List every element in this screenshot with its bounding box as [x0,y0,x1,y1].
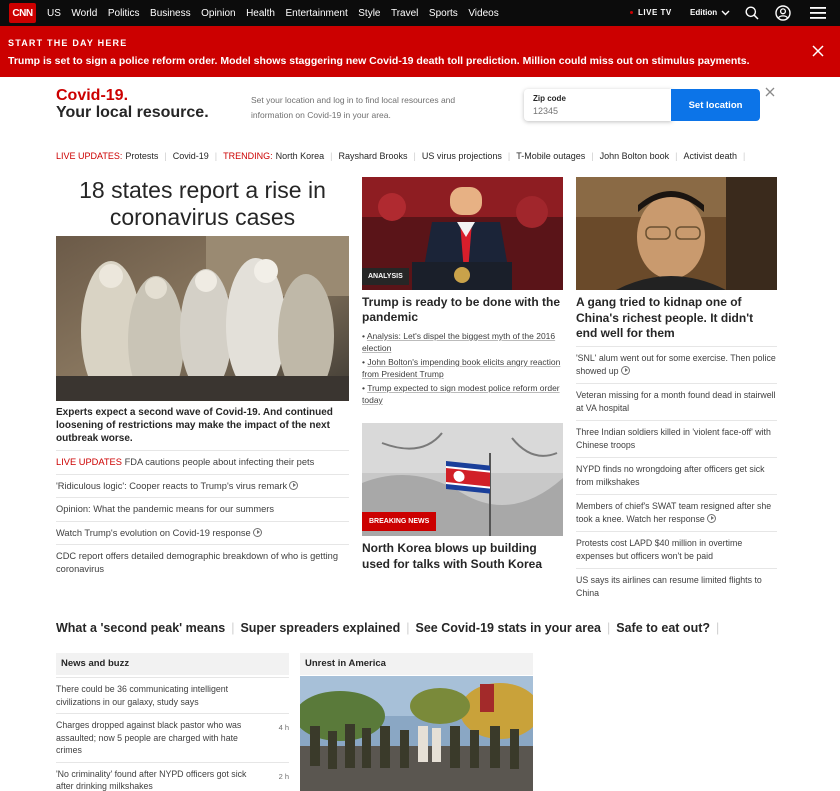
trending-link[interactable]: Activist death [683,151,738,161]
lead-related-list [56,450,349,580]
nav-link-sports[interactable]: Sports [428,7,458,19]
play-video-icon [289,481,298,490]
list-item[interactable] [56,677,289,713]
user-account-icon[interactable] [775,5,791,21]
list-item-text: NYPD finds no wrongdoing after officers get sick from milkshakes [576,464,765,487]
divider: | [164,151,167,161]
side-headline-list [576,346,777,605]
live-tv-link[interactable] [630,8,672,17]
trending-label: TRENDING: [223,151,273,161]
nav-link-politics[interactable]: Politics [107,7,140,19]
search-icon[interactable] [745,6,759,20]
list-item[interactable] [56,450,349,474]
nav-link-videos[interactable]: Videos [468,7,499,19]
list-item[interactable] [56,474,349,498]
list-item[interactable] [56,521,349,545]
covid-description: Set your location and log in to find local resources and information on Covid-19 in your area. [251,95,456,120]
nav-link-health[interactable]: Health [246,7,275,19]
trending-link[interactable]: Rayshard Brooks [338,151,408,161]
covid-title: Covid-19. [56,87,129,104]
live-updates-link[interactable]: Covid-19 [172,151,209,161]
list-item-text: US says its airlines can resume limited flights to China [576,575,762,598]
nav-link-business[interactable]: Business [150,7,191,19]
trending-link[interactable]: John Bolton book [599,151,670,161]
nav-link-entertainment[interactable]: Entertainment [285,7,348,19]
list-item[interactable] [56,544,349,580]
news-and-buzz-list [56,677,289,791]
divider: | [330,151,333,161]
divider: | [607,621,611,635]
bullet-item[interactable]: • Analysis: Let's dispel the biggest myth of the 2016 election [362,331,556,353]
live-updates-tag: LIVE UPDATES [56,457,122,467]
live-updates-link[interactable]: Protests [125,151,159,161]
zip-code-input[interactable] [533,106,663,116]
unrest-protest-photo[interactable] [300,676,533,791]
lead-headline[interactable]: 18 states report a rise in coronavirus cases [79,177,326,230]
banner-kicker: START THE DAY HERE [8,38,128,48]
divider: | [743,151,746,161]
north-korea-headline[interactable]: North Korea blows up building used for talks with South Korea [362,541,543,571]
trending-link[interactable]: North Korea [275,151,325,161]
divider: | [591,151,594,161]
list-item-text: Three Indian soldiers killed in 'violent face-off' with Chinese troops [576,427,771,450]
nav-links [47,0,509,26]
list-item-text: 'SNL' alum went out for some exercise. Then police showed up [576,353,776,376]
divider: | [231,621,235,635]
trending-link[interactable]: US virus projections [421,151,502,161]
topic-link[interactable]: Super spreaders explained [240,621,401,635]
list-item[interactable] [576,568,777,605]
hamburger-menu-icon[interactable] [810,7,826,19]
list-item-text: 'No criminality' found after NYPD officers got sick after drinking milkshakes [56,768,247,791]
trump-headline[interactable]: Trump is ready to be done with the pandemic [362,295,561,324]
list-item[interactable] [56,713,289,762]
divider: | [413,151,416,161]
list-item-text: CDC report offers detailed demographic breakdown of who is getting coronavirus [56,551,338,574]
covid-subtitle: Your local resource. [56,104,209,121]
bullet-text: Trump expected to sign modest police reform order today [362,383,560,405]
chevron-down-icon [721,10,730,16]
topic-link[interactable]: What a 'second peak' means [56,621,226,635]
divider: | [716,621,720,635]
topic-link[interactable]: See Covid-19 stats in your area [415,621,601,635]
edition-label: Edition [690,8,718,17]
china-headline[interactable]: A gang tried to kidnap one of China's richest people. It didn't end well for them [576,295,754,340]
list-item-text: FDA cautions people about infecting their pets [124,457,315,467]
list-item-text: Watch Trump's evolution on Covid-19 response [56,527,251,538]
list-item[interactable] [576,346,777,383]
list-item-text: Veteran missing for a month found dead in stairwell at VA hospital [576,390,776,413]
news-and-buzz-header[interactable]: News and buzz [56,653,289,675]
list-item[interactable] [576,420,777,457]
close-icon[interactable] [812,45,824,57]
trump-bullet-list [362,330,563,408]
close-icon[interactable] [765,87,775,97]
live-tv-label: LIVE TV [638,8,672,17]
set-location-button[interactable]: Set location [671,89,760,121]
zip-code-label: Zip code [533,94,566,103]
timestamp: 4 h [278,723,289,732]
start-the-day-banner[interactable] [0,26,840,77]
list-item-text: Charges dropped against black pastor who was assaulted; now 5 people are charged with hate crimes [56,720,242,755]
list-item-text: There could be 36 communicating intelligent civilizations in our galaxy, study says [56,684,229,707]
lead-caption[interactable]: Experts expect a second wave of Covid-19. And continued loosening of restrictions may make the impact of the next outbreak worse. [56,407,333,444]
topic-link[interactable]: Safe to eat out? [616,621,711,635]
list-item[interactable] [56,497,349,521]
trending-link[interactable]: T-Mobile outages [516,151,586,161]
china-businessman-photo[interactable] [576,177,777,290]
list-item-text: 'Ridiculous logic': Cooper reacts to Trump's virus remark [56,480,288,491]
play-video-icon [253,528,262,537]
play-video-icon [621,366,630,375]
list-item-text: Protests cost LAPD $40 million in overtime expenses but officers won't be paid [576,538,743,561]
divider: | [406,621,410,635]
edition-selector[interactable] [690,8,730,17]
bullet-text: Analysis: Let's dispel the biggest myth of the 2016 election [362,331,556,353]
list-item[interactable] [576,457,777,494]
cnn-logo[interactable]: CNN [9,3,36,23]
list-item-text: Opinion: What the pandemic means for our summers [56,504,275,514]
play-video-icon [707,514,716,523]
banner-headline[interactable]: Trump is set to sign a police reform order. Model shows staggering new Covid-19 death toll prediction. Million could miss out on stimulus payments. [8,55,750,67]
bullet-text: John Bolton's impending book elicits angry reaction from President Trump [362,357,561,379]
live-dot-icon [630,11,633,14]
list-item[interactable] [576,494,777,531]
list-item-text: Members of chief's SWAT team resigned after she took a knee. Watch her response [576,501,772,524]
list-item[interactable] [576,531,777,568]
live-updates-label: LIVE UPDATES: [56,151,123,161]
breaking-news-badge: BREAKING NEWS [362,512,436,531]
nav-link-travel[interactable]: Travel [390,7,419,19]
nav-link-style[interactable]: Style [358,7,381,19]
covid-topic-links [56,621,725,635]
nav-link-opinion[interactable]: Opinion [201,7,236,19]
nav-link-us[interactable]: US [47,7,61,19]
trending-bar [56,151,751,161]
list-item[interactable] [576,383,777,420]
top-navigation [0,0,840,26]
divider: | [507,151,511,161]
divider: | [675,151,678,161]
timestamp: 2 h [278,771,289,781]
list-item[interactable] [56,762,289,791]
nav-link-world[interactable]: World [71,7,98,19]
zip-code-field[interactable] [524,89,672,121]
analysis-badge: ANALYSIS [362,268,409,285]
unrest-in-america-header[interactable]: Unrest in America [300,653,533,675]
hospital-ward-photo[interactable] [56,236,349,401]
bullet-item[interactable]: • Trump expected to sign modest police reform order today [362,383,560,405]
divider: | [214,151,218,161]
bullet-item[interactable]: • John Bolton's impending book elicits angry reaction from President Trump [362,357,561,379]
